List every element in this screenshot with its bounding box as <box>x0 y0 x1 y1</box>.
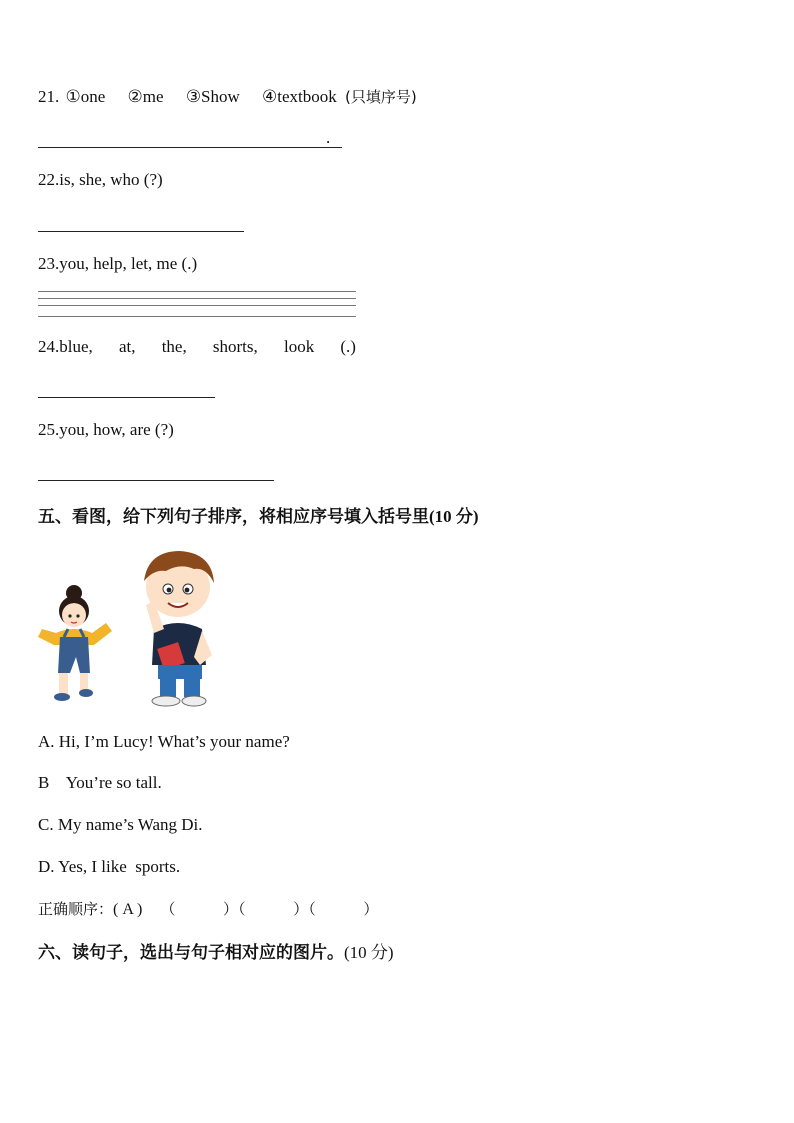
question-25: 25.you, how, are (?) <box>38 420 174 439</box>
order-first: ( A ) <box>113 901 143 918</box>
writing-line <box>38 291 356 292</box>
kids-illustration <box>30 545 230 710</box>
section-points: (10 分) <box>344 943 394 962</box>
order-blank-3[interactable]: （ ） <box>308 900 379 918</box>
question-number: 21. <box>38 87 60 106</box>
section-title: 五、看图，给下列句子排序，将相应序号填入括号里 <box>38 507 429 527</box>
writing-line <box>38 316 356 317</box>
order-row <box>38 898 378 919</box>
option-1: ①one <box>65 87 106 106</box>
answer-line-25[interactable] <box>38 480 274 481</box>
question-24 <box>38 337 356 357</box>
word: (.) <box>340 337 356 356</box>
girl-figure <box>38 585 112 701</box>
section-5-heading <box>38 502 479 527</box>
sentence-d: D. Yes, I like sports. <box>38 857 181 876</box>
writing-line <box>38 298 356 299</box>
section-title: 六、读句子，选出与句子相对应的图片。 <box>38 943 344 963</box>
writing-line <box>38 305 356 306</box>
order-label: 正确顺序： <box>38 900 114 918</box>
section-6-heading <box>38 938 394 963</box>
question-23: 23.you, help, let, me (.) <box>38 254 198 273</box>
boy-figure <box>144 551 214 706</box>
answer-line-21[interactable] <box>38 147 342 148</box>
word: look <box>283 337 315 356</box>
question-22: 22.is, she, who (?) <box>38 170 163 189</box>
end-period: . <box>326 128 331 147</box>
question-21 <box>38 86 417 107</box>
question-number: 24. <box>38 337 60 356</box>
word: shorts, <box>212 337 258 356</box>
word: blue, <box>59 337 93 356</box>
word: the, <box>161 337 187 356</box>
sentence-a: A. Hi, I’m Lucy! What’s your name? <box>38 732 290 751</box>
option-4: ④textbook <box>262 87 337 106</box>
sentence-b: B You’re so tall. <box>38 773 162 792</box>
instruction-note: (只填序号) <box>345 88 417 106</box>
answer-line-22[interactable] <box>38 231 244 232</box>
section-points: (10 分) <box>429 507 479 526</box>
word: at, <box>118 337 136 356</box>
order-blank-1[interactable]: （ ） <box>160 900 239 918</box>
sentence-c: C. My name’s Wang Di. <box>38 815 203 834</box>
option-3: ③Show <box>185 87 240 106</box>
option-2: ②me <box>127 87 164 106</box>
answer-line-24[interactable] <box>38 397 215 398</box>
order-blank-2[interactable]: （ ） <box>238 900 309 918</box>
